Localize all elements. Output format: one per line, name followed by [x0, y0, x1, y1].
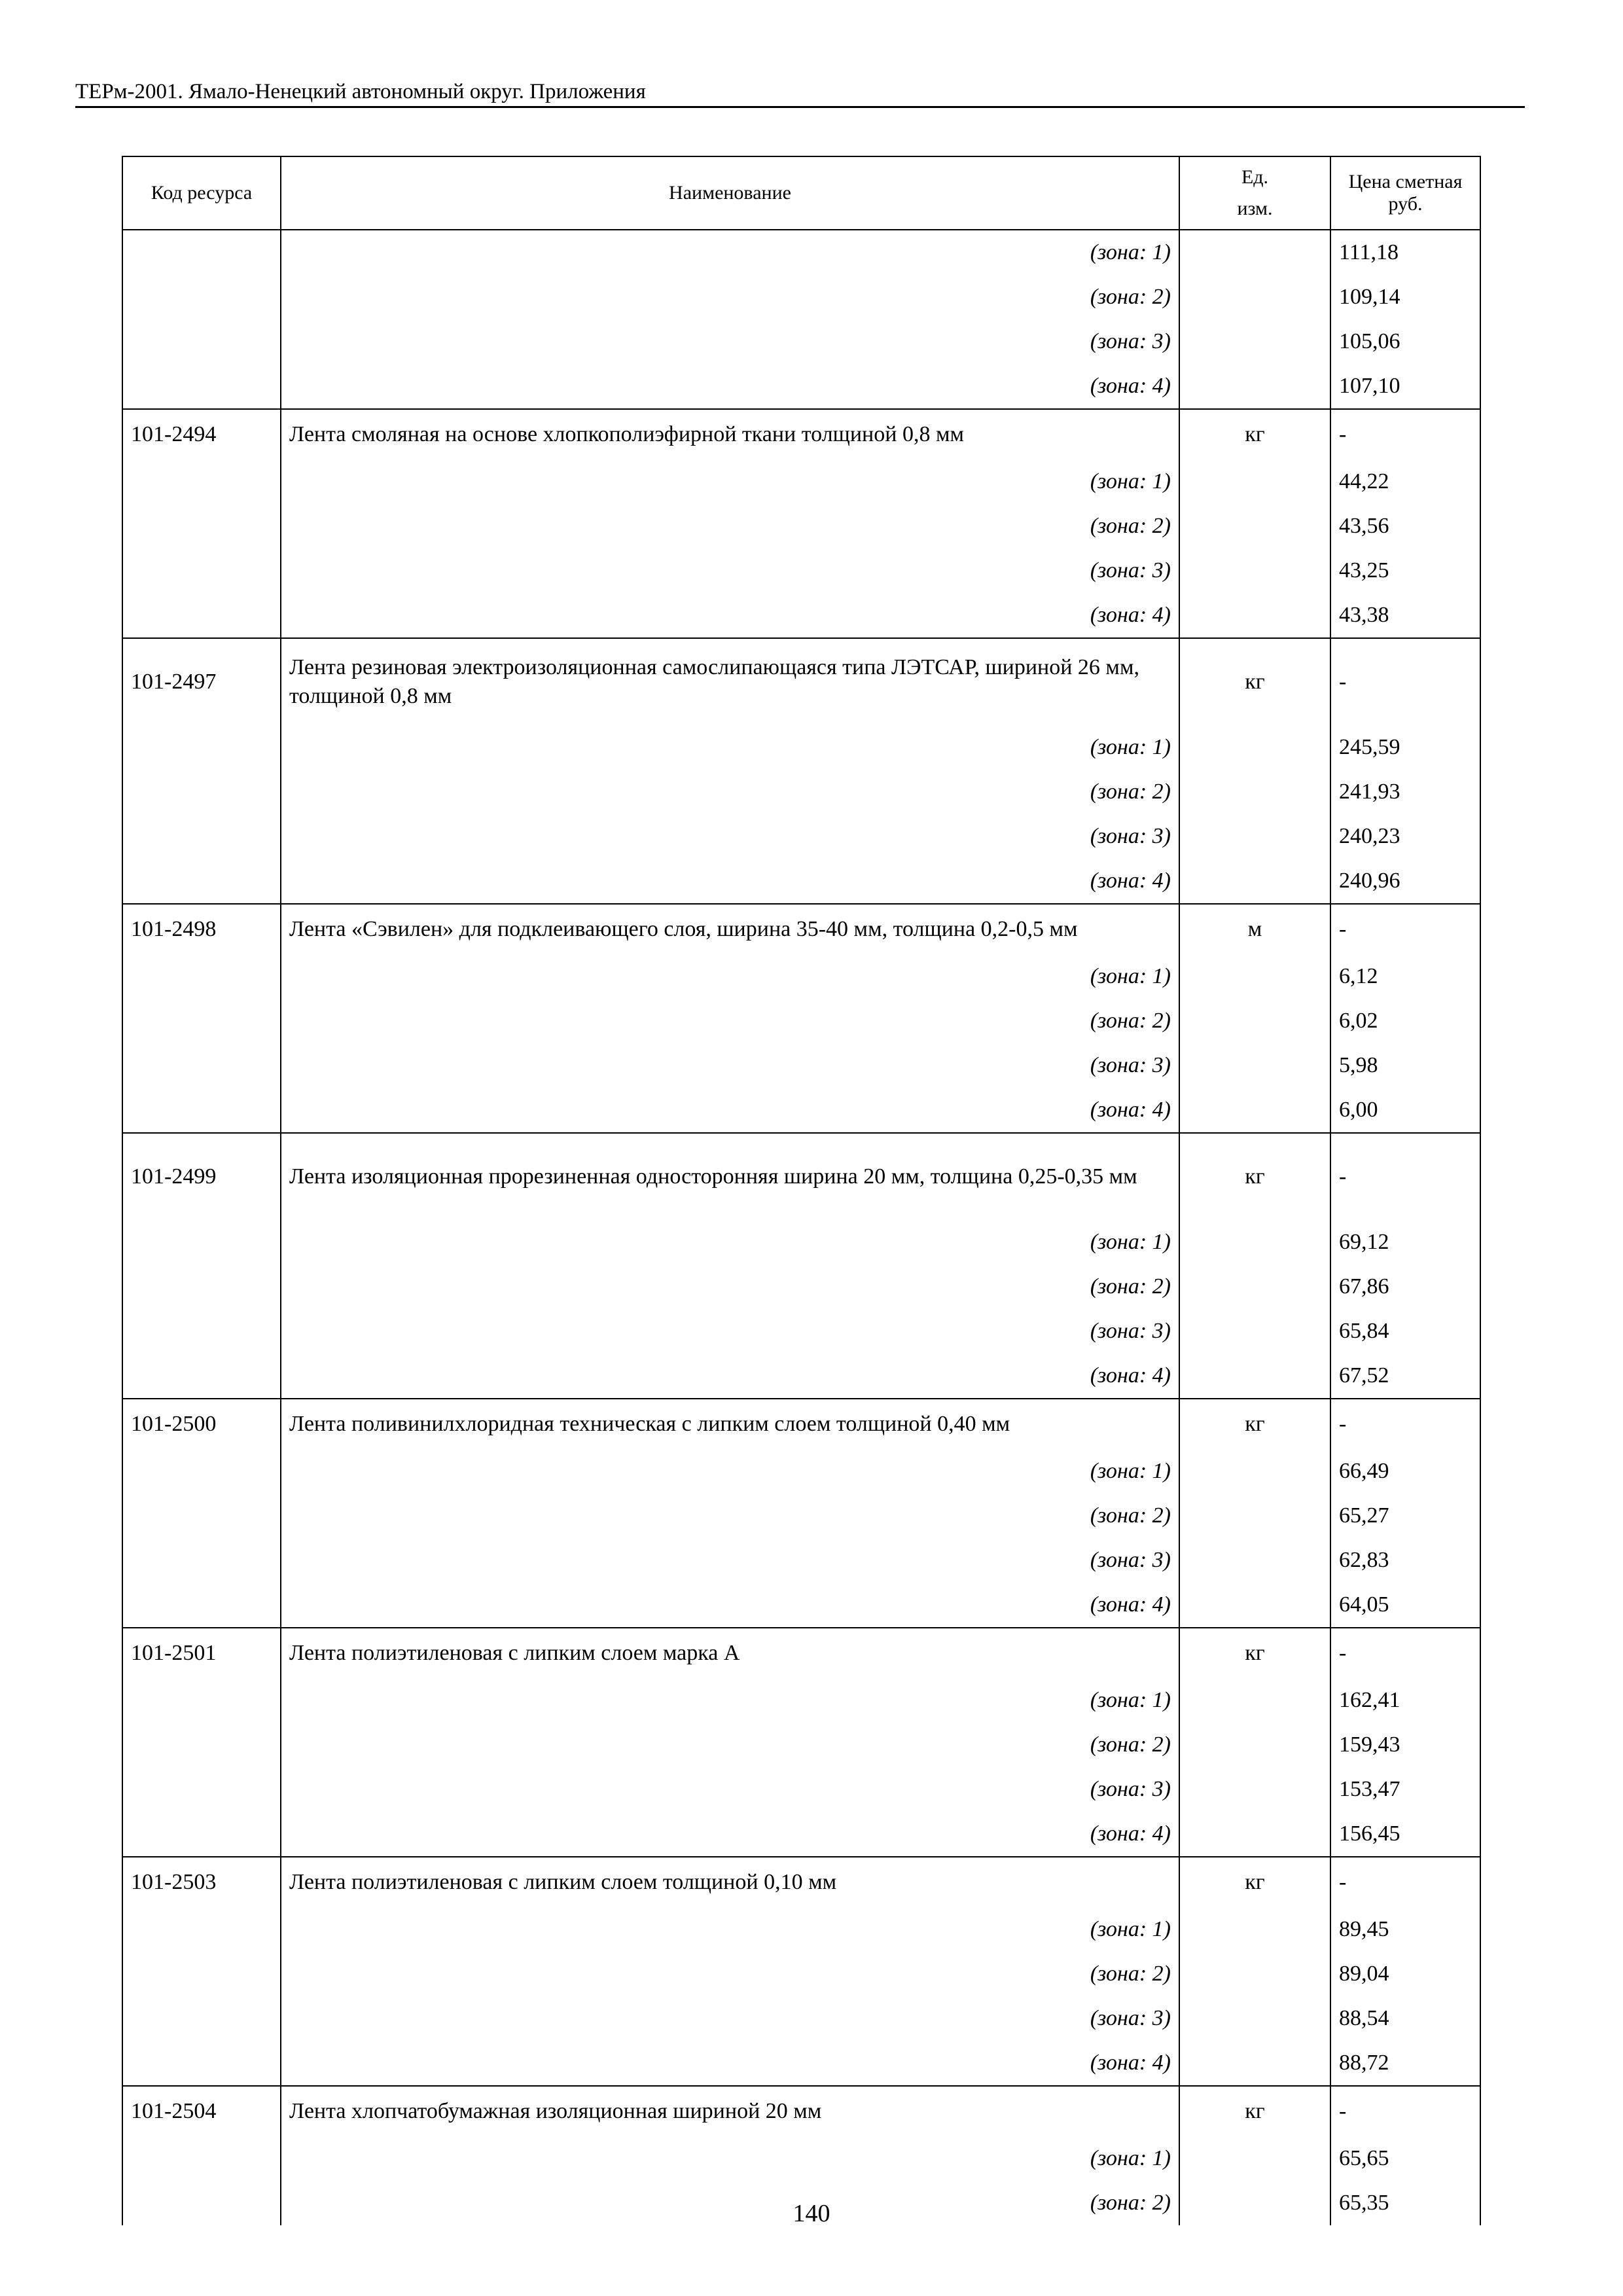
resource-row: [122, 1628, 1480, 1678]
zone-label: (зона: 2): [281, 1723, 1179, 1767]
zone-price: 111,18: [1330, 230, 1480, 275]
zone-price-row: [122, 1952, 1480, 1996]
code-cell-empty: [122, 1812, 281, 1857]
table-body: [122, 230, 1480, 2225]
zone-price-row: [122, 1494, 1480, 1538]
zone-label: (зона: 4): [281, 859, 1179, 904]
code-cell-empty: [122, 364, 281, 409]
header-rule: [75, 106, 1525, 108]
unit-cell-empty: [1179, 1767, 1330, 1812]
zone-label: (зона: 3): [281, 1043, 1179, 1088]
zone-price-row: [122, 1996, 1480, 2041]
code-cell-empty: [122, 1265, 281, 1309]
code-cell-empty: [122, 459, 281, 504]
code-cell-empty: [122, 999, 281, 1043]
zone-price-row: [122, 1812, 1480, 1857]
zone-label: (зона: 3): [281, 319, 1179, 364]
unit-cell-empty: [1179, 859, 1330, 904]
column-header-price-line1: Цена сметная: [1348, 171, 1463, 192]
zone-price: 62,83: [1330, 1538, 1480, 1583]
zone-price-row: [122, 364, 1480, 409]
column-header-price-line2: руб.: [1388, 193, 1423, 215]
zone-label: (зона: 1): [281, 725, 1179, 770]
code-cell-empty: [122, 1088, 281, 1133]
zone-price: 109,14: [1330, 275, 1480, 319]
zone-price: 245,59: [1330, 725, 1480, 770]
code-cell-empty: [122, 814, 281, 859]
zone-price-row: [122, 1088, 1480, 1133]
unit-cell-empty: [1179, 1996, 1330, 2041]
code-cell-empty: [122, 725, 281, 770]
zone-price-row: [122, 548, 1480, 593]
zone-price: 67,86: [1330, 1265, 1480, 1309]
zone-price: 65,35: [1330, 2181, 1480, 2225]
unit-cell-empty: [1179, 1583, 1330, 1628]
zone-price: 153,47: [1330, 1767, 1480, 1812]
zone-price: 43,25: [1330, 548, 1480, 593]
code-cell-empty: [122, 1309, 281, 1354]
resource-code: 101-2494: [122, 409, 281, 459]
resource-unit: кг: [1179, 2086, 1330, 2136]
column-header-name: Наименование: [281, 156, 1179, 230]
zone-price-row: [122, 504, 1480, 548]
unit-cell-empty: [1179, 1043, 1330, 1088]
resource-name: Лента полиэтиленовая с липким слоем толщиной 0,10 мм: [281, 1857, 1179, 1907]
zone-price-row: [122, 725, 1480, 770]
resource-code: 101-2498: [122, 904, 281, 954]
resource-name: Лента поливинилхлоридная техническая с липким слоем толщиной 0,40 мм: [281, 1399, 1179, 1449]
zone-price-row: [122, 1538, 1480, 1583]
unit-cell-empty: [1179, 1354, 1330, 1399]
resource-name: Лента полиэтиленовая с липким слоем марка А: [281, 1628, 1179, 1678]
zone-price-row: [122, 1723, 1480, 1767]
code-cell-empty: [122, 1678, 281, 1723]
zone-label: (зона: 3): [281, 1767, 1179, 1812]
zone-price: 67,52: [1330, 1354, 1480, 1399]
zone-price: 65,27: [1330, 1494, 1480, 1538]
zone-label: (зона: 3): [281, 1309, 1179, 1354]
unit-cell-empty: [1179, 1907, 1330, 1952]
zone-price-row: [122, 1678, 1480, 1723]
unit-cell-empty: [1179, 770, 1330, 814]
code-cell-empty: [122, 1220, 281, 1265]
unit-cell-empty: [1179, 2136, 1330, 2181]
resource-name: Лента «Сэвилен» для подклеивающего слоя, ширина 35-40 мм, толщина 0,2-0,5 мм: [281, 904, 1179, 954]
code-cell-empty: [122, 593, 281, 638]
zone-price: 159,43: [1330, 1723, 1480, 1767]
zone-price-row: [122, 1767, 1480, 1812]
zone-label: (зона: 4): [281, 2041, 1179, 2086]
code-cell-empty: [122, 275, 281, 319]
zone-price: 6,12: [1330, 954, 1480, 999]
zone-price-row: [122, 459, 1480, 504]
zone-price: 43,38: [1330, 593, 1480, 638]
zone-price-row: [122, 275, 1480, 319]
zone-price: 105,06: [1330, 319, 1480, 364]
zone-label: (зона: 3): [281, 814, 1179, 859]
unit-cell-empty: [1179, 1494, 1330, 1538]
zone-label: (зона: 2): [281, 275, 1179, 319]
column-header-unit-line1: Ед.: [1241, 166, 1269, 188]
zone-price: 156,45: [1330, 1812, 1480, 1857]
code-cell-empty: [122, 2041, 281, 2086]
code-cell-empty: [122, 319, 281, 364]
zone-price-row: [122, 859, 1480, 904]
unit-cell-empty: [1179, 954, 1330, 999]
zone-price-row: [122, 1907, 1480, 1952]
zone-price: 5,98: [1330, 1043, 1480, 1088]
zone-price: 88,72: [1330, 2041, 1480, 2086]
code-cell-empty: [122, 504, 281, 548]
resource-row: [122, 1399, 1480, 1449]
zone-price: 88,54: [1330, 1996, 1480, 2041]
zone-price: 162,41: [1330, 1678, 1480, 1723]
price-table: [122, 156, 1481, 2225]
zone-price-row: [122, 1220, 1480, 1265]
zone-price: 240,96: [1330, 859, 1480, 904]
code-cell-empty: [122, 1996, 281, 2041]
resource-row: [122, 1133, 1480, 1220]
unit-cell-empty: [1179, 459, 1330, 504]
code-cell-empty: [122, 230, 281, 275]
resource-row: [122, 638, 1480, 725]
zone-price: 6,00: [1330, 1088, 1480, 1133]
zone-price-row: [122, 1043, 1480, 1088]
code-cell-empty: [122, 1767, 281, 1812]
resource-base-price: -: [1330, 1628, 1480, 1678]
zone-price: 66,49: [1330, 1449, 1480, 1494]
table-header-row: [122, 156, 1480, 230]
zone-label: (зона: 2): [281, 1265, 1179, 1309]
code-cell-empty: [122, 1043, 281, 1088]
code-cell-empty: [122, 548, 281, 593]
zone-price: 240,23: [1330, 814, 1480, 859]
code-cell-empty: [122, 1723, 281, 1767]
zone-price-row: [122, 954, 1480, 999]
column-header-code: Код ресурса: [122, 156, 281, 230]
code-cell-empty: [122, 1907, 281, 1952]
unit-cell-empty: [1179, 593, 1330, 638]
zone-price-row: [122, 770, 1480, 814]
zone-label: (зона: 2): [281, 1952, 1179, 1996]
zone-label: (зона: 3): [281, 1538, 1179, 1583]
resource-unit: кг: [1179, 1857, 1330, 1907]
code-cell-empty: [122, 1952, 281, 1996]
code-cell-empty: [122, 770, 281, 814]
page-number: 140: [793, 2200, 830, 2227]
zone-price-row: [122, 2136, 1480, 2181]
zone-price-row: [122, 1309, 1480, 1354]
unit-cell-empty: [1179, 1723, 1330, 1767]
zone-price-row: [122, 1449, 1480, 1494]
unit-cell-empty: [1179, 364, 1330, 409]
resource-unit: кг: [1179, 1399, 1330, 1449]
resource-row: [122, 2086, 1480, 2136]
resource-name: Лента хлопчатобумажная изоляционная шириной 20 мм: [281, 2086, 1179, 2136]
unit-cell-empty: [1179, 725, 1330, 770]
unit-cell-empty: [1179, 230, 1330, 275]
zone-price: 65,84: [1330, 1309, 1480, 1354]
zone-label: (зона: 2): [281, 2181, 1179, 2225]
column-header-unit-line2: изм.: [1237, 198, 1273, 219]
resource-unit: м: [1179, 904, 1330, 954]
zone-label: (зона: 4): [281, 1088, 1179, 1133]
resource-base-price: -: [1330, 2086, 1480, 2136]
unit-cell-empty: [1179, 319, 1330, 364]
zone-price: 107,10: [1330, 364, 1480, 409]
resource-code: 101-2504: [122, 2086, 281, 2136]
unit-cell-empty: [1179, 1678, 1330, 1723]
zone-label: (зона: 3): [281, 548, 1179, 593]
unit-cell-empty: [1179, 504, 1330, 548]
code-cell-empty: [122, 1538, 281, 1583]
resource-row: [122, 904, 1480, 954]
resource-row: [122, 409, 1480, 459]
zone-price-row: [122, 1583, 1480, 1628]
code-cell-empty: [122, 859, 281, 904]
zone-label: (зона: 4): [281, 1583, 1179, 1628]
zone-price: 64,05: [1330, 1583, 1480, 1628]
resource-code: 101-2501: [122, 1628, 281, 1678]
code-cell-empty: [122, 1494, 281, 1538]
zone-price-row: [122, 1354, 1480, 1399]
zone-label: (зона: 4): [281, 1354, 1179, 1399]
zone-price-row: [122, 999, 1480, 1043]
unit-cell-empty: [1179, 1309, 1330, 1354]
resource-unit: кг: [1179, 638, 1330, 725]
zone-label: (зона: 1): [281, 1907, 1179, 1952]
zone-label: (зона: 3): [281, 1996, 1179, 2041]
resource-base-price: -: [1330, 1857, 1480, 1907]
resource-code: 101-2503: [122, 1857, 281, 1907]
unit-cell-empty: [1179, 999, 1330, 1043]
resource-unit: кг: [1179, 1133, 1330, 1220]
zone-label: (зона: 1): [281, 954, 1179, 999]
resource-name: Лента изоляционная прорезиненная односторонняя ширина 20 мм, толщина 0,25-0,35 мм: [281, 1133, 1179, 1220]
resource-base-price: -: [1330, 1399, 1480, 1449]
zone-label: (зона: 2): [281, 999, 1179, 1043]
zone-label: (зона: 1): [281, 1220, 1179, 1265]
resource-code: 101-2497: [122, 638, 281, 725]
zone-label: (зона: 4): [281, 364, 1179, 409]
unit-cell-empty: [1179, 1952, 1330, 1996]
column-header-unit: [1179, 156, 1330, 230]
unit-cell-empty: [1179, 1265, 1330, 1309]
zone-price-row: [122, 1265, 1480, 1309]
zone-price-row: [122, 2041, 1480, 2086]
unit-cell-empty: [1179, 1538, 1330, 1583]
resource-row: [122, 1857, 1480, 1907]
code-cell-empty: [122, 1354, 281, 1399]
zone-price: 65,65: [1330, 2136, 1480, 2181]
unit-cell-empty: [1179, 1088, 1330, 1133]
zone-label: (зона: 4): [281, 1812, 1179, 1857]
unit-cell-empty: [1179, 814, 1330, 859]
zone-price: 69,12: [1330, 1220, 1480, 1265]
code-cell-empty: [122, 1583, 281, 1628]
zone-label: (зона: 1): [281, 459, 1179, 504]
resource-unit: кг: [1179, 1628, 1330, 1678]
zone-price: 44,22: [1330, 459, 1480, 504]
zone-price-row: [122, 814, 1480, 859]
page-header: ТЕРм-2001. Ямало-Ненецкий автономный округ. Приложения: [75, 80, 646, 103]
unit-cell-empty: [1179, 275, 1330, 319]
zone-label: (зона: 2): [281, 1494, 1179, 1538]
zone-price: 89,45: [1330, 1907, 1480, 1952]
zone-price-row: [122, 593, 1480, 638]
resource-base-price: -: [1330, 904, 1480, 954]
resource-name: Лента резиновая электроизоляционная самослипающаяся типа ЛЭТСАР, шириной 26 мм, толщиной 0,8 мм: [281, 638, 1179, 725]
resource-code: 101-2499: [122, 1133, 281, 1220]
zone-label: (зона: 1): [281, 1449, 1179, 1494]
zone-price-row: [122, 230, 1480, 275]
zone-price: 89,04: [1330, 1952, 1480, 1996]
zone-label: (зона: 1): [281, 230, 1179, 275]
unit-cell-empty: [1179, 1220, 1330, 1265]
resource-base-price: -: [1330, 1133, 1480, 1220]
zone-price: 43,56: [1330, 504, 1480, 548]
zone-label: (зона: 4): [281, 593, 1179, 638]
unit-cell-empty: [1179, 1812, 1330, 1857]
zone-label: (зона: 1): [281, 2136, 1179, 2181]
zone-price: 6,02: [1330, 999, 1480, 1043]
zone-label: (зона: 2): [281, 770, 1179, 814]
unit-cell-empty: [1179, 1449, 1330, 1494]
resource-unit: кг: [1179, 409, 1330, 459]
resource-base-price: -: [1330, 409, 1480, 459]
zone-price: 241,93: [1330, 770, 1480, 814]
code-cell-empty: [122, 1449, 281, 1494]
resource-code: 101-2500: [122, 1399, 281, 1449]
code-cell-empty: [122, 954, 281, 999]
zone-price-row: [122, 319, 1480, 364]
zone-label: (зона: 2): [281, 504, 1179, 548]
code-cell-empty: [122, 2136, 281, 2181]
unit-cell-empty: [1179, 548, 1330, 593]
resource-base-price: -: [1330, 638, 1480, 725]
resource-name: Лента смоляная на основе хлопкополиэфирной ткани толщиной 0,8 мм: [281, 409, 1179, 459]
zone-label: (зона: 1): [281, 1678, 1179, 1723]
column-header-price: [1330, 156, 1480, 230]
unit-cell-empty: [1179, 2041, 1330, 2086]
